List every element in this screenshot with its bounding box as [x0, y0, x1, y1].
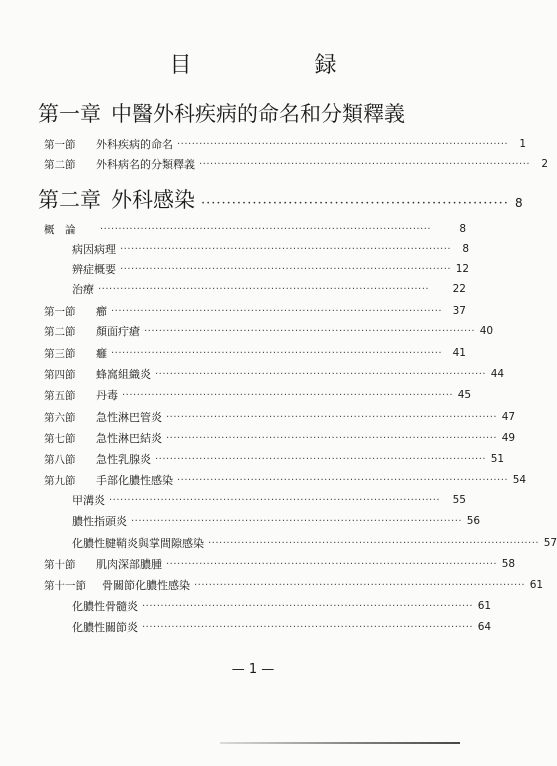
- toc-subentry[interactable]: [72, 279, 466, 299]
- entry-section: 第二節: [44, 325, 76, 338]
- entry-title: 甲溝炎: [72, 494, 105, 507]
- entry-page: 57: [543, 537, 557, 549]
- entry-section: 第十節: [44, 558, 76, 571]
- page-title: 目 録: [169, 53, 395, 78]
- toc-entry[interactable]: [44, 134, 527, 154]
- entry-section: 第九節: [44, 474, 76, 487]
- toc-entry[interactable]: [44, 364, 505, 384]
- dot-leader: ··························································································: [155, 453, 487, 465]
- entry-section: 第一節: [44, 138, 76, 151]
- entry-title: 骨關節化膿性感染: [102, 579, 190, 592]
- entry-page: 22: [452, 283, 466, 295]
- chapter-page: 8: [514, 196, 523, 210]
- entry-page: 44: [490, 368, 505, 380]
- dot-leader: ··························································································: [166, 432, 498, 444]
- dot-leader: ··························································································: [166, 411, 498, 423]
- entry-title: 急性乳腺炎: [96, 453, 151, 466]
- entry-title: 治療: [72, 283, 94, 296]
- entry-title: 手部化膿性感染: [96, 474, 173, 487]
- entry-title: 病因病理: [72, 243, 116, 256]
- dot-leader: ··························································································: [111, 347, 443, 359]
- entry-page: 55: [452, 494, 466, 506]
- entry-title: 丹毒: [96, 389, 118, 402]
- entry-page: 54: [512, 474, 527, 486]
- entry-title: 癰: [96, 347, 107, 360]
- entry-title: 外科疾病的命名: [96, 138, 173, 151]
- entry-title: 化膿性關節炎: [72, 621, 138, 634]
- toc-entry[interactable]: [44, 321, 494, 341]
- entry-page: 2: [541, 158, 549, 170]
- dot-leader: ····························································: [201, 196, 509, 211]
- entry-page: 61: [529, 579, 544, 591]
- entry-title: 急性淋巴管炎: [96, 411, 162, 424]
- scan-edge-line: [220, 742, 460, 744]
- toc-entry[interactable]: [44, 301, 466, 321]
- toc-entry[interactable]: [44, 428, 516, 448]
- entry-page: 58: [501, 558, 516, 570]
- entry-page: 45: [457, 389, 472, 401]
- dot-leader: ··························································································: [98, 283, 430, 295]
- entry-title: 外科病名的分類釋義: [96, 158, 195, 171]
- entry-section: 概 論: [44, 223, 76, 236]
- toc-subentry[interactable]: [72, 617, 492, 637]
- entry-section: 第六節: [44, 411, 76, 424]
- toc-entry[interactable]: [44, 219, 466, 239]
- dot-leader: ··························································································: [155, 368, 487, 380]
- toc-subentry[interactable]: [72, 596, 492, 616]
- entry-page: 8: [459, 223, 466, 235]
- entry-title: 顏面疔瘡: [96, 325, 140, 338]
- toc-subentry[interactable]: [72, 239, 470, 259]
- entry-section: 第八節: [44, 453, 76, 466]
- dot-leader: ··························································································: [111, 305, 443, 317]
- toc-entry[interactable]: [44, 575, 544, 595]
- entry-page: 51: [490, 453, 505, 465]
- dot-leader: ··························································································: [131, 515, 463, 527]
- entry-page: 12: [455, 263, 470, 275]
- toc-subentry[interactable]: [72, 511, 481, 531]
- dot-leader: ··························································································: [194, 579, 526, 591]
- dot-leader: ··························································································: [120, 263, 452, 275]
- entry-page: 49: [501, 432, 516, 444]
- toc-entry[interactable]: [44, 154, 549, 174]
- toc-subentry[interactable]: [72, 259, 470, 279]
- entry-title: 辨症概要: [72, 263, 116, 276]
- dot-leader: ··························································································: [177, 138, 509, 150]
- toc-subentry[interactable]: [72, 490, 466, 510]
- entry-section: 第三節: [44, 347, 76, 360]
- entry-page: 61: [477, 600, 492, 612]
- entry-title: 蜂窩組織炎: [96, 368, 151, 381]
- page-number: — 1 —: [231, 662, 275, 677]
- entry-page: 47: [501, 411, 516, 423]
- dot-leader: ··························································································: [177, 474, 509, 486]
- entry-page: 40: [479, 325, 494, 337]
- entry-title: 肌肉深部膿腫: [96, 558, 162, 571]
- toc-entry[interactable]: [44, 470, 527, 490]
- chapter-title: 中醫外科疾病的命名和分類釋義: [111, 102, 405, 126]
- dot-leader: ··························································································: [122, 389, 454, 401]
- dot-leader: ··························································································: [100, 223, 432, 235]
- entry-section: 第四節: [44, 368, 76, 381]
- entry-section: 第十一節: [44, 579, 86, 592]
- entry-page: 1: [519, 138, 527, 150]
- dot-leader: ··························································································: [166, 558, 498, 570]
- chapter-heading-2[interactable]: [38, 184, 523, 214]
- dot-leader: ··························································································: [142, 600, 474, 612]
- toc-entry[interactable]: [44, 385, 472, 405]
- chapter-label: 第一章: [38, 102, 101, 126]
- chapter-label: 第二章: [38, 188, 101, 212]
- toc-entry[interactable]: [44, 407, 516, 427]
- entry-title: 膿性指頭炎: [72, 515, 127, 528]
- entry-page: 8: [462, 243, 470, 255]
- toc-subentry[interactable]: [72, 533, 557, 553]
- dot-leader: ··························································································: [199, 158, 531, 170]
- entry-title: 癤: [96, 305, 107, 318]
- entry-section: 第七節: [44, 432, 76, 445]
- entry-section: 第五節: [44, 389, 76, 402]
- entry-section: 第一節: [44, 305, 76, 318]
- toc-entry[interactable]: [44, 554, 516, 574]
- dot-leader: ··························································································: [208, 537, 540, 549]
- toc-entry[interactable]: [44, 343, 466, 363]
- toc-entry[interactable]: [44, 449, 505, 469]
- entry-page: 56: [466, 515, 481, 527]
- entry-page: 37: [452, 305, 466, 317]
- entry-title: 化膿性腱鞘炎與掌間隙感染: [72, 537, 204, 550]
- chapter-heading-1[interactable]: [38, 98, 466, 128]
- entry-page: 41: [452, 347, 466, 359]
- dot-leader: ··························································································: [120, 243, 452, 255]
- dot-leader: ··························································································: [109, 494, 441, 506]
- dot-leader: ··························································································: [144, 325, 476, 337]
- dot-leader: ··························································································: [142, 621, 474, 633]
- entry-title: 化膿性骨髓炎: [72, 600, 138, 613]
- chapter-title: 外科感染: [111, 188, 195, 212]
- entry-title: 急性淋巴結炎: [96, 432, 162, 445]
- entry-page: 64: [477, 621, 492, 633]
- entry-section: 第二節: [44, 158, 76, 171]
